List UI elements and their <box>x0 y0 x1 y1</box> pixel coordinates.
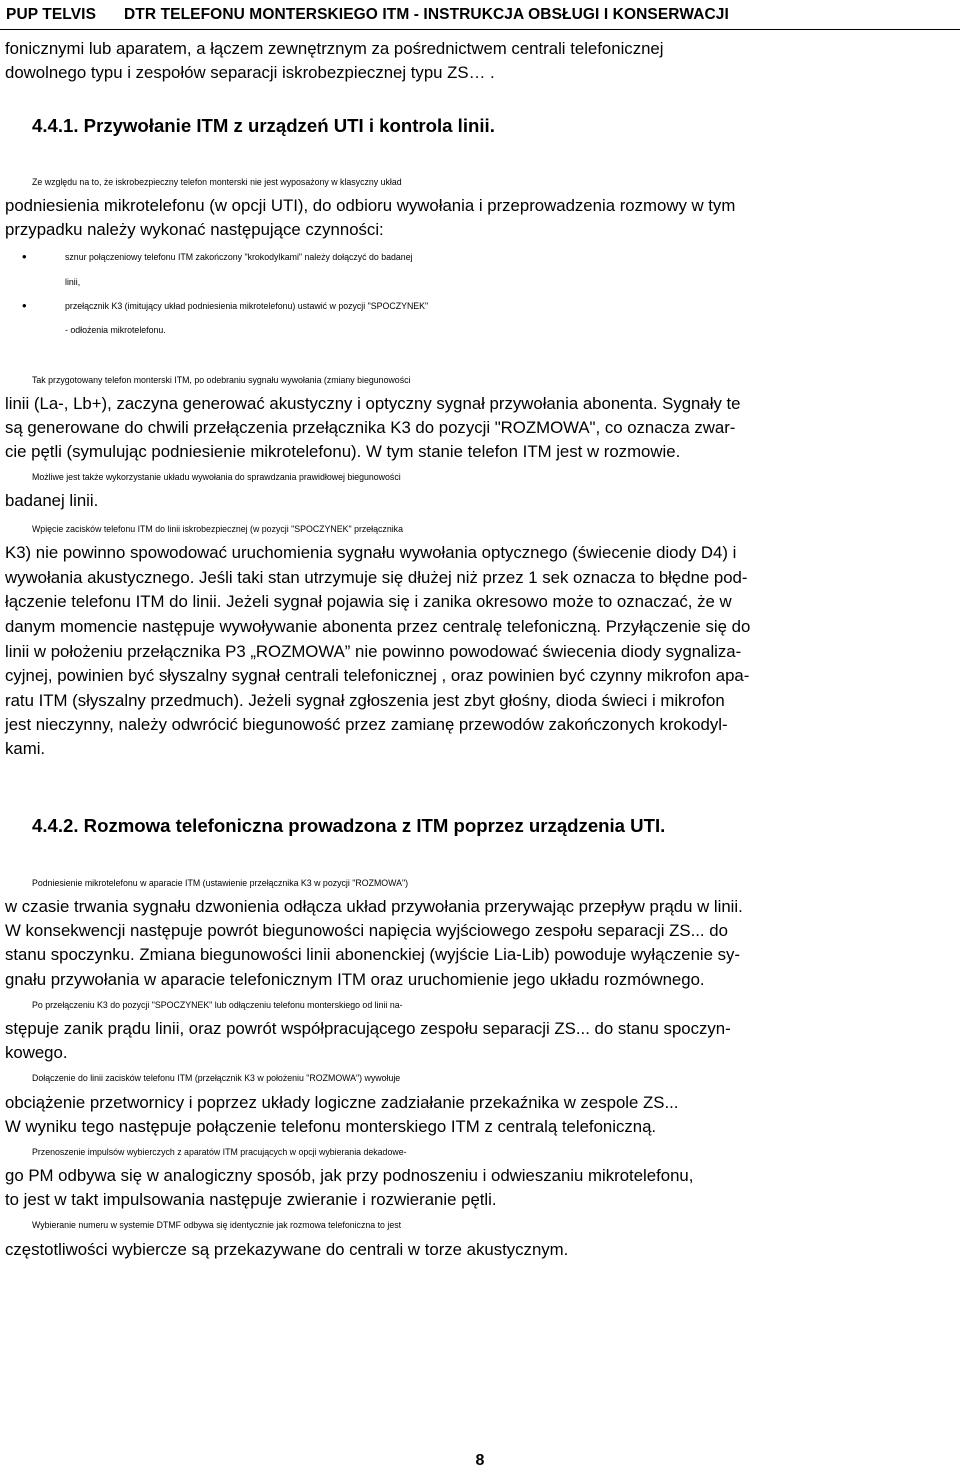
text-line: wywołania akustycznego. Jeśli taki stan utrzymuje się dłużej niż przez 1 sek oznacza to błędne pod- <box>5 568 748 587</box>
text-line: obciążenie przetwornicy i poprzez układy logiczne zadziałanie przekaźnika w zespole ZS... <box>5 1093 679 1112</box>
text-line: K3) nie powinno spowodować uruchomienia sygnału wywołania optycznego (świecenie diody D4) i <box>5 543 737 562</box>
text-line: Ze względu na to, że iskrobezpieczny telefon monterski nie jest wyposażony w klasyczny układ <box>32 177 402 187</box>
list-item: przełącznik K3 (imitujący układ podniesienia mikrotelefonu) ustawić w pozycji "SPOCZYNEK" <box>65 301 429 311</box>
text-line: gnału przywołania w aparacie telefonicznym ITM oraz uruchomienie jego układu rozmównego. <box>5 970 705 989</box>
text-line: W wyniku tego następuje połączenie telefonu monterskiego ITM z centralą telefoniczną. <box>5 1117 657 1136</box>
text-line: w czasie trwania sygnału dzwonienia odłącza układ przywołania przerywając przepływ prądu w linii. <box>5 897 743 916</box>
text-line: częstotliwości wybiercze są przekazywane do centrali w torze akustycznym. <box>5 1240 569 1259</box>
text-line: Wybieranie numeru w systemie DTMF odbywa się identycznie jak rozmowa telefoniczna to jest <box>32 1220 402 1230</box>
text-line: dowolnego typu i zespołów separacji iskrobezpiecznej typu ZS… . <box>5 63 495 82</box>
text-line: linii w położeniu przełącznika P3 „ROZMOWA” nie powinno powodować świecenia diody sygnaliza- <box>5 642 742 661</box>
header-doc-title: DTR TELEFONU MONTERSKIEGO ITM - INSTRUKCJA OBSŁUGI I KONSERWACJI <box>124 5 729 23</box>
bullet-icon: • <box>22 298 27 313</box>
text-line: łączenie telefonu ITM do linii. Jeżeli sygnał pojawia się i zanika okresowo może to oznaczać, że w <box>5 592 732 611</box>
text-line: kami. <box>5 739 46 758</box>
text-line: są generowane do chwili przełączenia przełącznika K3 do pozycji "ROZMOWA", co oznacza zwar- <box>5 418 736 437</box>
list-item: sznur połączeniowy telefonu ITM zakończony "krokodylkami" należy dołączyć do badanej <box>65 252 413 262</box>
text-line: to jest w takt impulsowania następuje zwieranie i rozwieranie pętli. <box>5 1190 497 1209</box>
text-line: Przenoszenie impulsów wybierczych z aparatów ITM pracujących w opcji wybierania dekadowe- <box>32 1147 407 1157</box>
text-line: podniesienia mikrotelefonu (w opcji UTI), do odbioru wywołania i przeprowadzenia rozmowy w tym <box>5 196 736 215</box>
header-company: PUP TELVIS <box>6 5 97 23</box>
text-line: Po przełączeniu K3 do pozycji "SPOCZYNEK" lub odłączeniu telefonu monterskiego od linii na- <box>32 1000 403 1010</box>
text-line: cyjnej, powinien być słyszalny sygnał centrali telefonicznej , oraz powinien być czynny mikrofon apa- <box>5 666 750 685</box>
text-line: ratu ITM (słyszalny przedmuch). Jeżeli sygnał zgłoszenia jest zbyt głośny, dioda świeci i mikrofon <box>5 691 725 710</box>
list-item-continuation: - odłożenia mikrotelefonu. <box>65 325 166 335</box>
text-line: jest nieczynny, należy odwrócić biegunowość przez zamianę przewodów zakończonych krokodyl- <box>5 715 728 734</box>
text-line: go PM odbywa się w analogiczny sposób, jak przy podnoszeniu i odwieszaniu mikrotelefonu, <box>5 1166 694 1185</box>
text-line: danym momencie następuje wywoływanie abonenta przez centralę telefoniczną. Przyłączenie się do <box>5 617 751 636</box>
text-line: cie pętli (symulując podniesienie mikrotelefonu). W tym stanie telefon ITM jest w rozmowie. <box>5 442 681 461</box>
section-heading-4-4-2: 4.4.2. Rozmowa telefoniczna prowadzona z ITM poprzez urządzenia UTI. <box>32 815 666 836</box>
text-line: badanej linii. <box>5 491 99 510</box>
text-line: Możliwe jest także wykorzystanie układu wywołania do sprawdzania prawidłowej biegunowości <box>32 472 401 482</box>
text-line: W konsekwencji następuje powrót biegunowości napięcia wyjściowego zespołu separacji ZS... do <box>5 921 728 940</box>
text-line: Dołączenie do linii zacisków telefonu ITM (przełącznik K3 w położeniu "ROZMOWA") wywołuje <box>32 1073 401 1083</box>
text-line: stępuje zanik prądu linii, oraz powrót współpracującego zespołu separacji ZS... do stanu spoczyn- <box>5 1019 731 1038</box>
text-line: Tak przygotowany telefon monterski ITM, po odebraniu sygnału wywołania (zmiany biegunowości <box>32 375 411 385</box>
text-line: fonicznymi lub aparatem, a łączem zewnętrznym za pośrednictwem centrali telefonicznej <box>5 39 664 58</box>
text-line: linii (La-, Lb+), zaczyna generować akustyczny i optyczny sygnał przywołania abonenta. Sygnały te <box>5 394 741 413</box>
page-header <box>0 0 960 30</box>
text-line: Podniesienie mikrotelefonu w aparacie ITM (ustawienie przełącznika K3 w pozycji "ROZMOWA") <box>32 878 409 888</box>
text-line: przypadku należy wykonać następujące czynności: <box>5 220 384 239</box>
section-heading-4-4-1: 4.4.1. Przywołanie ITM z urządzeń UTI i kontrola linii. <box>32 115 495 136</box>
text-line: kowego. <box>5 1043 68 1062</box>
bullet-icon: • <box>22 249 27 264</box>
page-number: 8 <box>475 1452 485 1469</box>
list-item-continuation: linii, <box>65 277 81 287</box>
text-line: stanu spoczynku. Zmiana biegunowości linii abonenckiej (wyjście Lia-Lib) powoduje wyłączenie sy- <box>5 945 741 964</box>
text-line: Wpięcie zacisków telefonu ITM do linii iskrobezpiecznej (w pozycji "SPOCZYNEK" przełącznika <box>32 524 403 534</box>
